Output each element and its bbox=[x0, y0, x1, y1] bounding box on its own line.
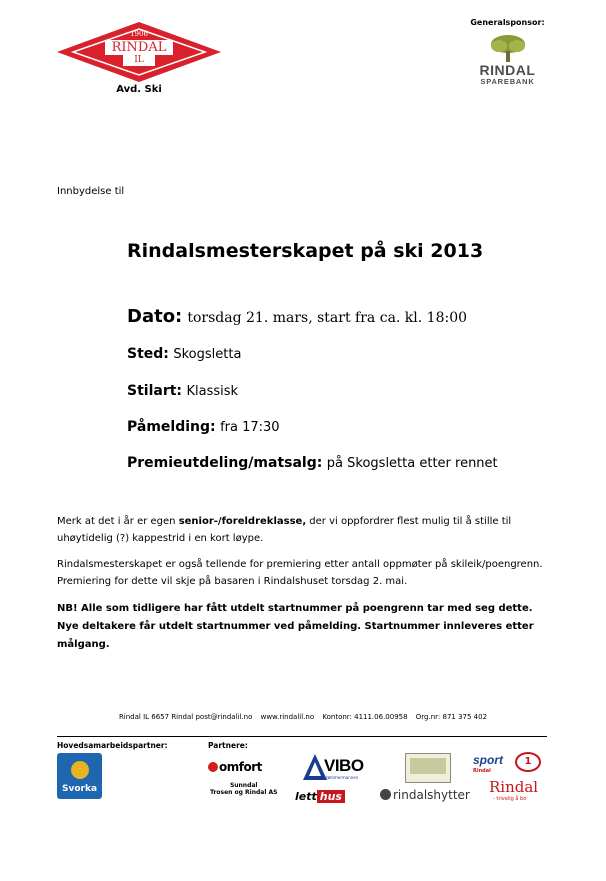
detail-place bbox=[127, 346, 241, 362]
paragraph-senior-class bbox=[57, 513, 547, 547]
rindalshytter-logo bbox=[380, 788, 470, 802]
footer-web: www.rindalil.no bbox=[260, 713, 315, 721]
vibo-text: VIBO bbox=[324, 756, 364, 775]
comfort-c-icon bbox=[208, 762, 218, 772]
club-year: 1906 bbox=[130, 30, 148, 38]
detail-registration bbox=[127, 419, 280, 435]
sport1-num: 1 bbox=[515, 752, 541, 772]
detail-prizes bbox=[127, 455, 498, 471]
partners-label: Partnere: bbox=[208, 741, 248, 750]
club-logo bbox=[55, 20, 223, 120]
detail-style bbox=[127, 383, 238, 399]
detail-value: Skogsletta bbox=[173, 347, 242, 362]
fb-image bbox=[410, 758, 446, 774]
svorka-text: Svorka bbox=[61, 784, 98, 794]
footer-account: Kontonr: 4111.06.00958 bbox=[322, 713, 408, 721]
footer-address: Rindal IL 6657 Rindal post@rindalil.no bbox=[118, 713, 253, 721]
paragraph-premiering: Rindalsmesterskapet er også tellende for premiering etter antall oppmøter på skileik/poengrenn. Premiering for dette vil skje på basaren i Rindalshuset torsdag 2. mai. bbox=[57, 559, 543, 587]
detail-value: fra 17:30 bbox=[220, 420, 280, 435]
para1-post: der vi oppfordrer flest mulig til å stille til uhøytidelig (?) kappestrid i en kort løype. bbox=[57, 516, 512, 544]
hytter-icon bbox=[380, 789, 391, 800]
sport1-logo bbox=[473, 753, 541, 777]
detail-value: på Skogsletta etter rennet bbox=[326, 456, 498, 471]
detail-date bbox=[127, 306, 467, 327]
vibo-logo bbox=[302, 752, 370, 784]
sun-icon bbox=[71, 761, 89, 779]
detail-label: Premieutdeling/matsalg: bbox=[127, 455, 323, 471]
sponsor-name: RINDAL bbox=[479, 62, 536, 78]
comfort-logo bbox=[208, 760, 262, 774]
club-abbr: IL bbox=[134, 55, 144, 65]
footer-contact bbox=[0, 713, 606, 721]
fb-logo bbox=[405, 753, 451, 783]
letthus-a: lett bbox=[295, 790, 317, 803]
comfort-text: omfort bbox=[219, 760, 262, 774]
rindal-kommune-logo: Rindal bbox=[489, 778, 539, 796]
comfort-sub: Sunndal Trosen og Rindal AS bbox=[210, 782, 278, 796]
footer-divider bbox=[57, 736, 547, 737]
sponsor-sub: SPAREBANK bbox=[480, 77, 535, 86]
invitation-text: Innbydelse til bbox=[57, 186, 125, 197]
detail-label: Stilart: bbox=[127, 383, 183, 399]
rindal-kommune-sub: - trivelig å bo bbox=[493, 796, 527, 802]
para1-bold: senior-/foreldreklasse, bbox=[178, 516, 307, 527]
tree-icon bbox=[488, 33, 528, 63]
page-title: Rindalsmesterskapet på ski 2013 bbox=[127, 240, 484, 262]
sport1-sub: Rindal bbox=[473, 768, 491, 774]
sport1-text: sport bbox=[473, 753, 503, 767]
club-name: RINDAL bbox=[111, 40, 167, 55]
vibo-sub: tømmermannen bbox=[326, 775, 359, 780]
paragraph-startnumber: NB! Alle som tidligere har fått utdelt startnummer på poengrenn tar med seg dette. Nye deltakere får utdelt startnummer ved påmelding. Startnummer innleveres etter målgang. bbox=[57, 603, 534, 650]
detail-label: Sted: bbox=[127, 346, 169, 362]
main-partner-label: Hovedsamarbeidspartner: bbox=[57, 741, 168, 750]
detail-label: Påmelding: bbox=[127, 419, 216, 435]
detail-value: torsdag 21. mars, start fra ca. kl. 18:00 bbox=[187, 310, 468, 326]
para1-pre: Merk at det i år er egen bbox=[57, 516, 179, 527]
footer-org: Org.nr: 871 375 402 bbox=[415, 713, 488, 721]
svorka-logo bbox=[57, 753, 102, 799]
detail-label: Dato: bbox=[127, 306, 183, 327]
letthus-b: hus bbox=[317, 790, 345, 803]
general-sponsor bbox=[455, 18, 560, 86]
rindalshytter-text: rindalshytter bbox=[393, 788, 470, 802]
club-dept: Avd. Ski bbox=[116, 84, 162, 95]
detail-value: Klassisk bbox=[186, 384, 239, 399]
letthus-logo bbox=[295, 790, 369, 804]
sponsor-label: Generalsponsor: bbox=[470, 18, 545, 27]
